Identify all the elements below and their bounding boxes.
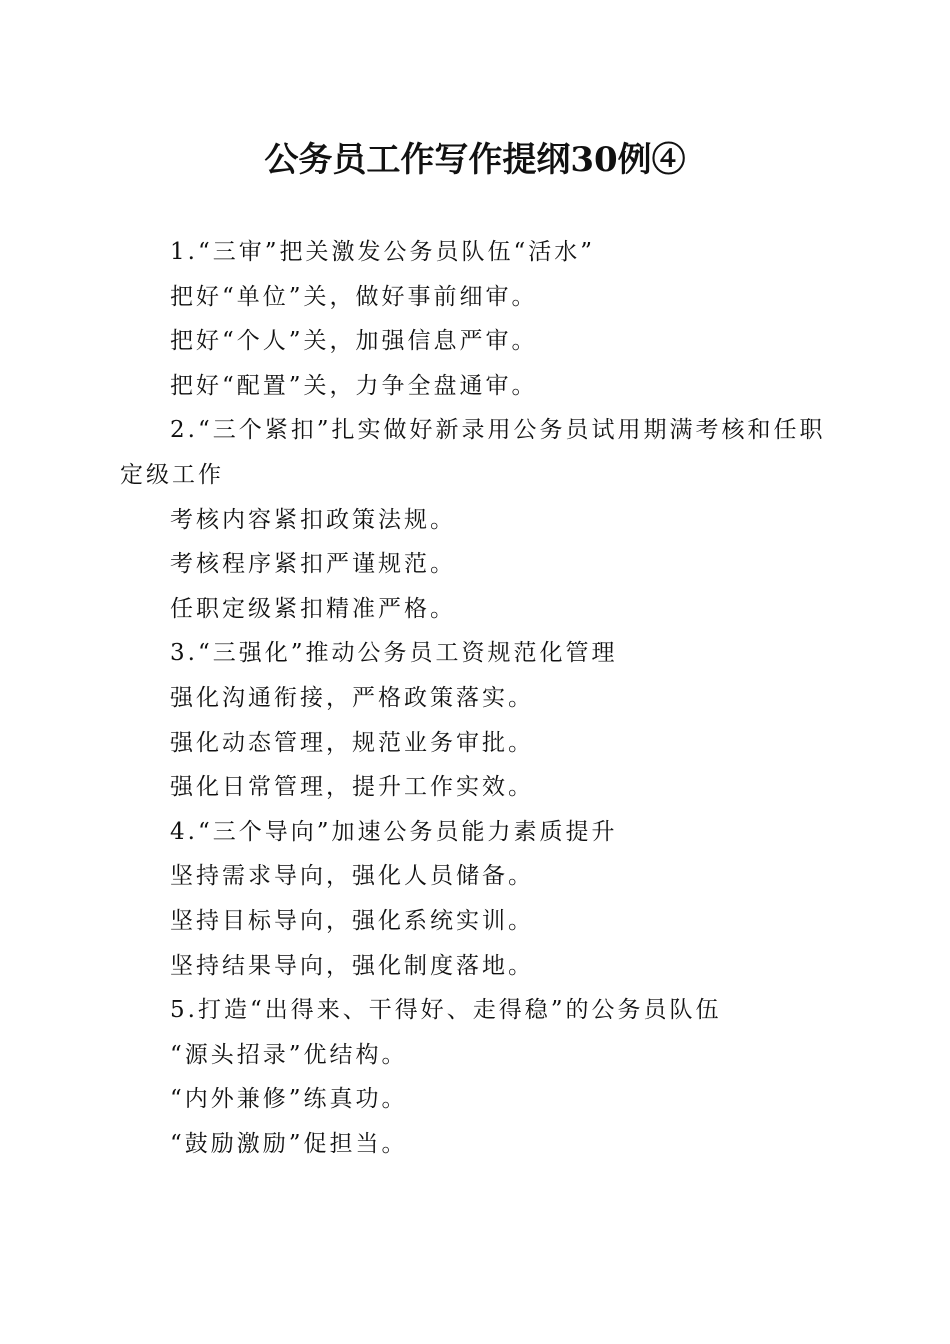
body-line: 坚持需求导向，强化人员储备。: [170, 863, 534, 890]
body-line: 把好“配置”关，力争全盘通审。: [170, 372, 538, 399]
body-line: 坚持结果导向，强化制度落地。: [170, 952, 534, 979]
body-line: “源头招录”优结构。: [170, 1041, 408, 1068]
body-line: 考核内容紧扣政策法规。: [170, 506, 456, 533]
body-line: 强化沟通衔接，严格政策落实。: [170, 684, 534, 711]
body-line: 强化动态管理，规范业务审批。: [170, 729, 534, 756]
body-line: “内外兼修”练真功。: [170, 1086, 408, 1113]
section-heading-2: 2.“三个紧扣”扎实做好新录用公务员试用期满考核和任职定级工作: [120, 417, 826, 488]
body-line: 强化日常管理，提升工作实效。: [170, 774, 534, 801]
body-line: “鼓励激励”促担当。: [170, 1130, 408, 1157]
section-heading-3: 3.“三强化”推动公务员工资规范化管理: [170, 640, 618, 667]
section-heading-4: 4.“三个导向”加速公务员能力素质提升: [170, 818, 618, 845]
document-title: 公务员工作写作提纲30例④: [264, 140, 686, 180]
body-line: 考核程序紧扣严谨规范。: [170, 551, 456, 578]
document-body: [120, 230, 840, 1166]
body-line: 把好“单位”关，做好事前细审。: [170, 283, 538, 310]
body-line: 坚持目标导向，强化系统实训。: [170, 907, 534, 934]
body-line: 任职定级紧扣精准严格。: [170, 595, 456, 622]
section-heading-5: 5.打造“出得来、干得好、走得稳”的公务员队伍: [170, 997, 722, 1024]
section-heading-1: 1.“三审”把关激发公务员队伍“活水”: [170, 239, 595, 265]
body-line: 把好“个人”关，加强信息严审。: [170, 328, 538, 355]
